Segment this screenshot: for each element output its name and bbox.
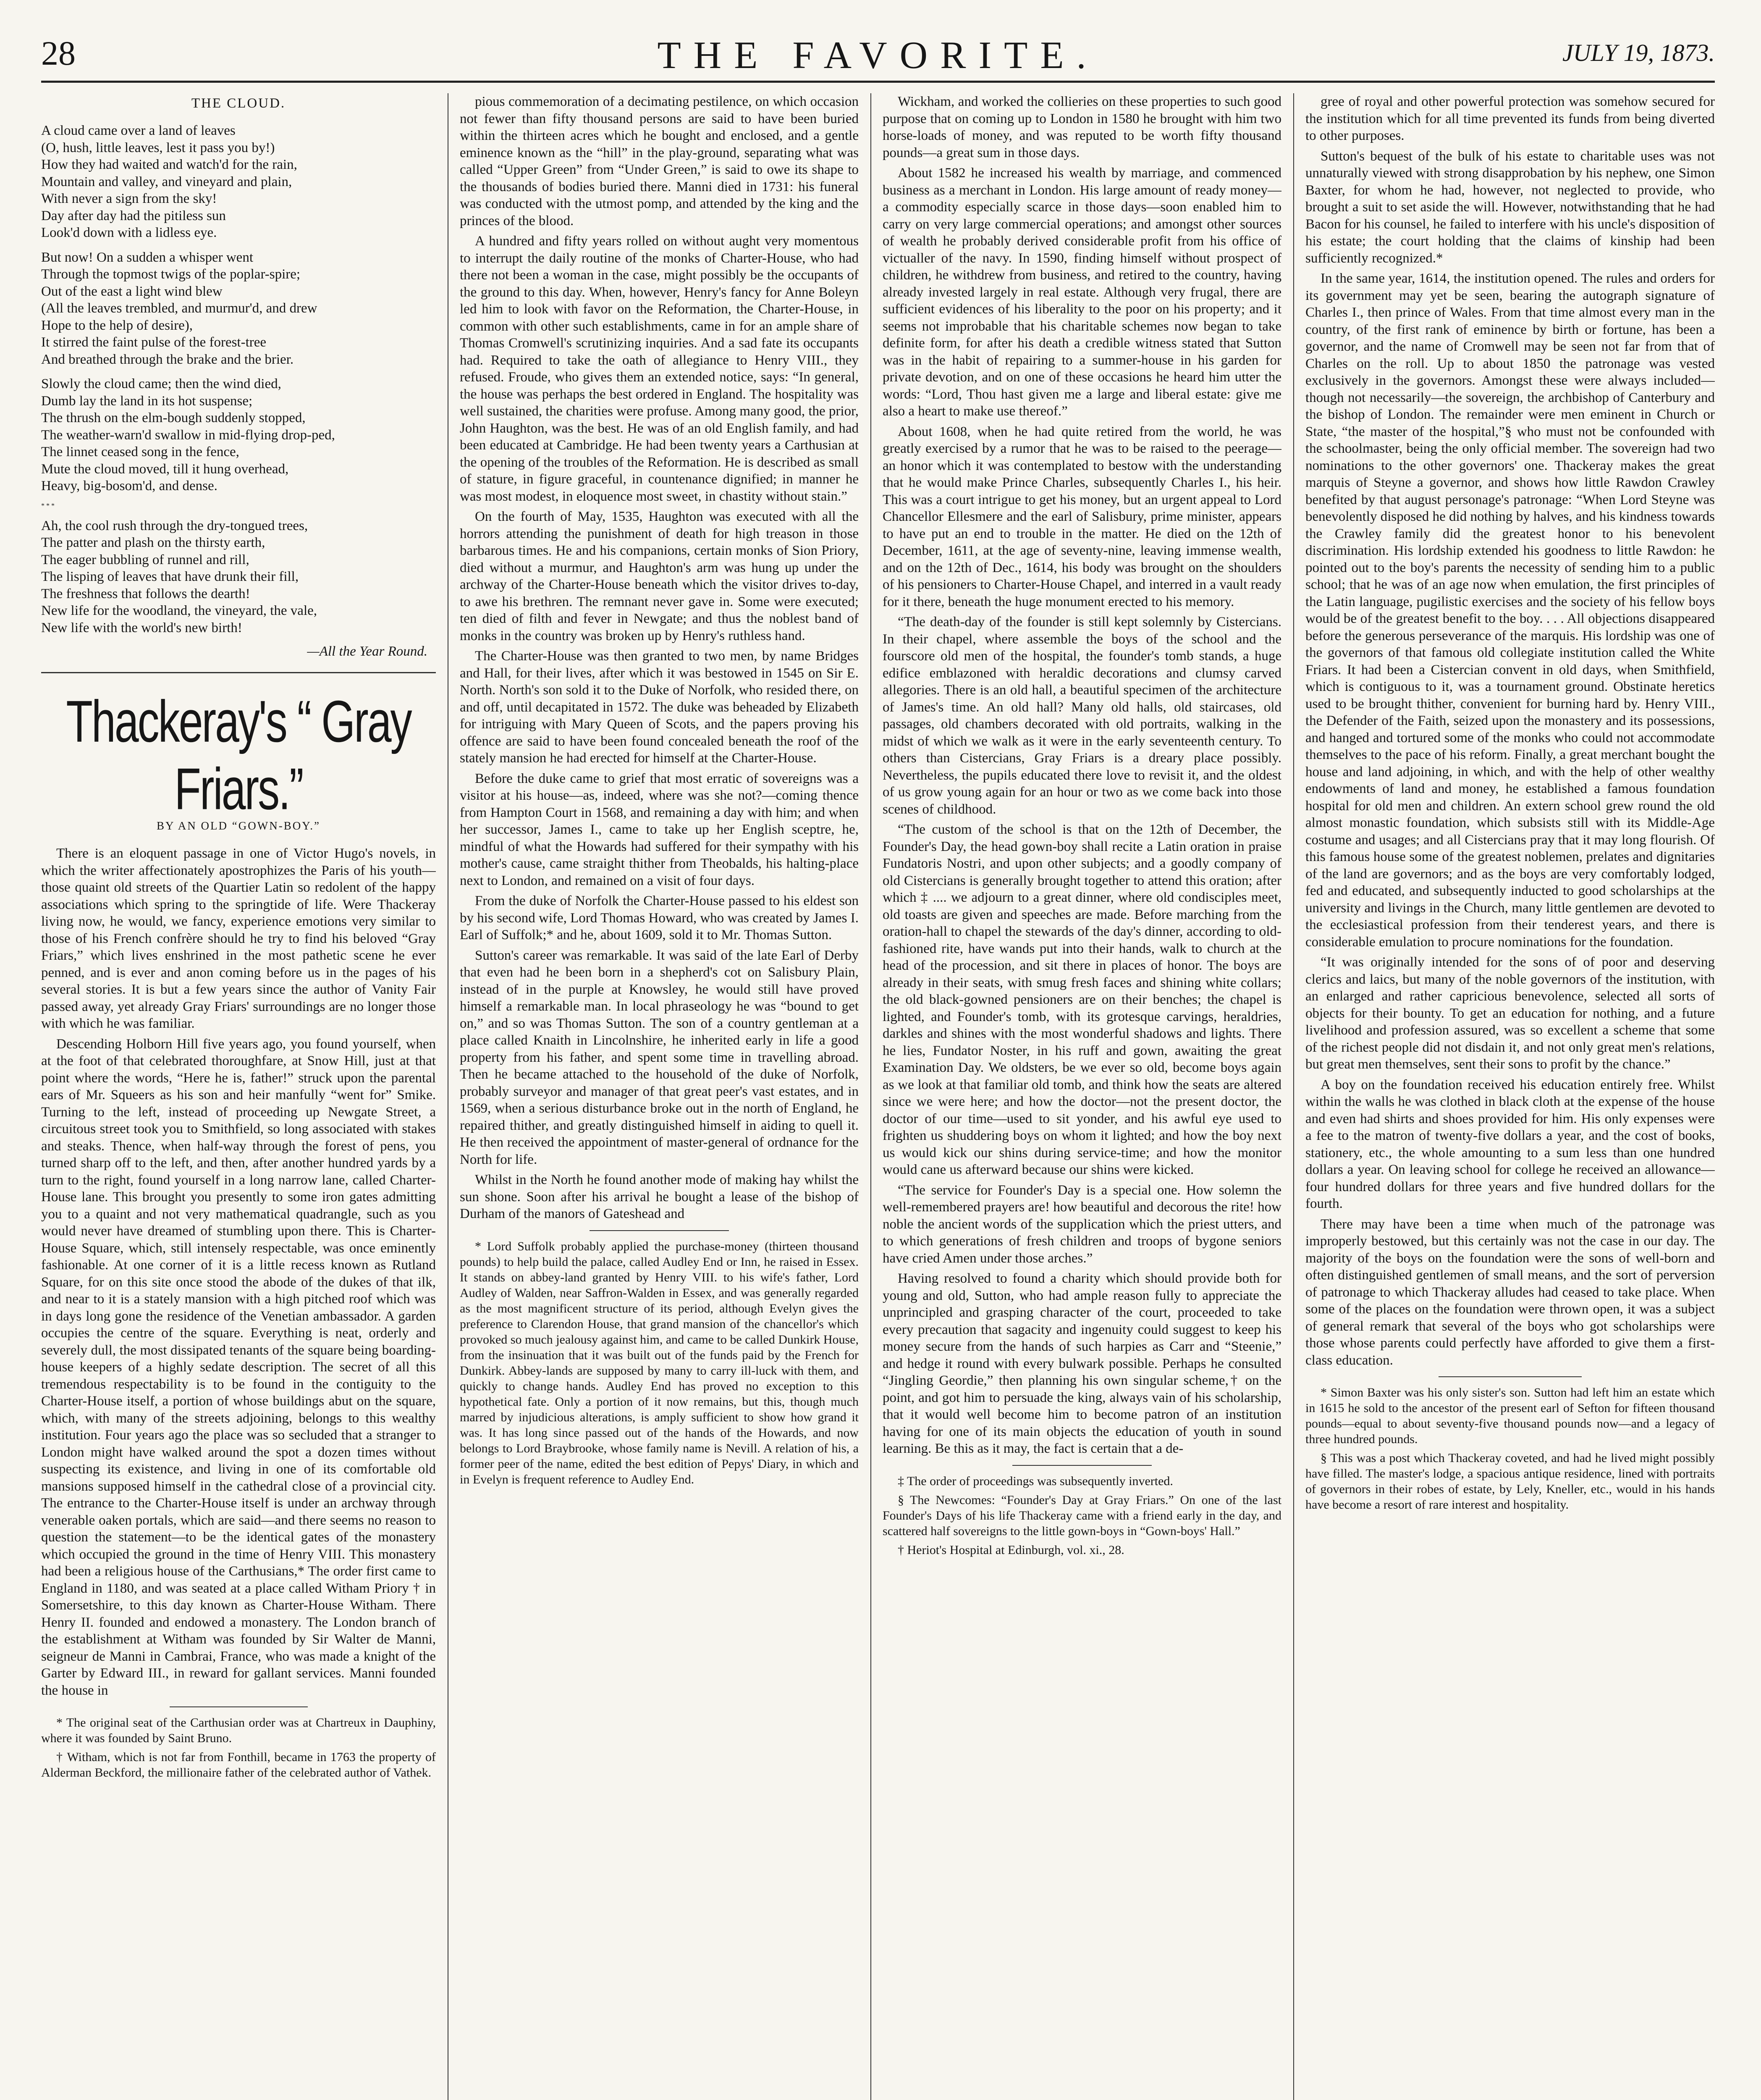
column-4 bbox=[1305, 93, 1715, 2100]
poem-line: (All the leaves trembled, and murmur'd, and drew bbox=[41, 301, 317, 316]
paragraph: On the fourth of May, 1535, Haughton was executed with all the horrors attending the punishment of death for high treason in those barbarous times. He and his companions, certain monks of Sion Priory, died without a murmur, and Haughton's arm was hung up under the archway of the Charter-House beneath which the visitor drives to-day, to awe his brethren. The remnant never gave in. Some were executed; ten died of filth and fever in Newgate; and thus the noblest band of monks in the country was broken up by Henry's ruthless hand. bbox=[460, 509, 859, 643]
paragraph: “The custom of the school is that on the 12th of December, the Founder's Day, the head gown-boy shall recite a Latin oration in praise Fundatoris Nostri, and upon other subjects; and a goodly company of old Cistercians is generally brought together to attend this oration; after which ‡ .... we adjourn to a great dinner, where old condisciples meet, old toasts are given and speeches are made. Before marching from the oration-hall to chapel the stewards of the day's dinner, according to old-fashioned rite, have wands put into their hands, walk to church at the head of the procession, and sit there in places of honor. The boys are already in their seats, with smug fresh faces and shining white collars; the old black-gowned pensioners are on their benches; the chapel is lighted, and Founder's tomb, with its grotesque carvings, heraldries, darkles and shines with the most wonderful shadows and lights. There he lies, Fundator Noster, in his ruff and gown, awaiting the great Examination Day. We oldsters, be we ever so old, become boys again as we look at that familiar old tomb, and think how the seats are altered since we were here; and how the doctor—not the present doctor, the doctor of our time—used to sit yonder, and his awful eye used to frighten us shuddering boys on whom it lighted; and how the boy next us would kick our shins during service-time; and how the monitor would cane us afterward because our shins were kicked. bbox=[883, 822, 1281, 1177]
column-3-footnotes bbox=[883, 1473, 1281, 1558]
paragraph: Descending Holborn Hill five years ago, you found yourself, when at the foot of that celebrated thoroughfare, at Snow Hill, just at that point where the words, “Here he is, father!” struck upon the parental ears of Mr. Squeers as his son and heir manfully “went for” Smike. Turning to the left, instead of proceeding up Newgate Street, a circuitous street took you to Smithfield, so long associated with stakes and steaks. Thence, when half-way through the forest of pens, you turned sharp off to the left, and then, after another hundred yards by a turn to the right, found yourself in a long narrow lane, called Charter-House lane. This brought you presently to some iron gates admitting you to a quaint and not very mathematical quadrangle, such as you would never have dreamed of stumbling upon there. This is Charter-House Square, which, still intensely respectable, was once eminently fashionable. At one corner of it is a little recess known as Rutland Square, for on this site once stood the abode of the dukes of that ilk, and near to it is a stately mansion with a high pitched roof which was in days long gone the residence of the Venetian ambassador. A garden occupies the centre of the square. Everything is neat, orderly and severely dull, the most dissipated tenants of the square being boarding-house keepers of a highly sedate description. The secret of all this tremendous respectability is to be found in the contiguity to the Charter-House itself, a portion of whose buildings abut on the square, which, with many of the streets adjoining, belongs to this wealthy institution. Four years ago the place was so secluded that a stranger to London might have walked around the spot a dozen times without suspecting its existence, and living in one of its comfortable old mansions supposed himself in the cathedral close of a provincial city. The entrance to the Charter-House itself is under an archway through venerable oaken portals, which are said—and there seems no reason to question the statement—to be the identical gates of the monastery which occupied the ground in the time of Henry VIII. This monastery had been a religious house of the Carthusians,* The order first came to England in 1180, and was seated at a place called Witham Priory † in Somersetshire, to this day known as Charter-House Witham. There Henry II. founded and endowed a monastery. The London branch of the establishment at Witham was founded by Sir Walter de Manni, seigneur de Manni in Cambrai, France, who was made a knight of the Garter by Edward III., in reward for gallant services. Manni founded the house in bbox=[41, 1036, 436, 1698]
paragraph: Wickham, and worked the collieries on these properties to such good purpose that on coming up to London in 1580 he brought with him two horse-loads of money, and was reputed to be worth fifty thousand pounds—a great sum in those days. bbox=[883, 94, 1281, 160]
footnote: * Simon Baxter was his only sister's son. Sutton had left him an estate which in 1615 he sold to the ancestor of the present earl of Sefton for fifteen thousand pounds—equal to about seventy-five thousand pounds now—and a legacy of three hundred pounds. bbox=[1305, 1386, 1715, 1446]
poem-line: Out of the east a light wind blew bbox=[41, 284, 223, 299]
poem-source: —All the Year Round. bbox=[307, 644, 427, 659]
poem-line: (O, hush, little leaves, lest it pass you by!) bbox=[41, 140, 275, 155]
column-4-body bbox=[1305, 93, 1715, 1369]
paragraph: gree of royal and other powerful protection was somehow secured for the institution which for all time prevented its funds from being diverted to other purposes. bbox=[1305, 94, 1715, 143]
paragraph: A hundred and fifty years rolled on without aught very momentous to interrupt the daily routine of the monks of Charter-House, who had there not been a woman in the case, might possibly be the occupants of the ground to this day. When, however, Henry's fancy for Anne Boleyn led him to look with favor on the Reformation, the Charter-House, in common with other such establishments, came in for an ample share of Thomas Cromwell's scrutinizing inquiries. And a sad fate its occupants had. Required to take the oath of allegiance to Henry VIII., they refused. Froude, who gives them an extended notice, says: “In general, the house was perhaps the best ordered in England. The hospitality was well sustained, the charities were profuse. Among many good, the prior, John Haughton, was the best. He was of an old English family, and had been educated at Cambridge. He had been twenty years a Carthusian at the opening of the troubles of the Reformation. He is described as small of stature, in figure graceful, in countenance dignified; in manner he was most modest, in eloquence most sweet, in chastity without stain.” bbox=[460, 234, 859, 504]
poem-title: THE CLOUD. bbox=[191, 96, 286, 111]
poem-line: Through the topmost twigs of the poplar-spire; bbox=[41, 267, 301, 282]
poem-line: The thrush on the elm-bough suddenly stopped, bbox=[41, 410, 306, 425]
poem-line: Slowly the cloud came; then the wind died, bbox=[41, 376, 281, 391]
poem-line: The linnet ceased song in the fence, bbox=[41, 444, 239, 459]
paragraph: About 1608, when he had quite retired from the world, he was greatly exercised by a rumor that he was to be raised to the peerage—an honor which it was contemplated to bestow with the understanding that he would make Prince Charles, subsequently Charles I., his heir. This was a court intrigue to get his money, but an urgent appeal to Lord Chancellor Ellesmere and the earl of Salisbury, prime minister, appears to have put an end to trouble in the matter. He died on the 12th of December, 1611, at the age of seventy-nine, leaving immense wealth, and on the 12th of Dec., 1614, his body was brought on the shoulders of his pensioners to Charter-House Chapel, and interred in a vault ready for it there, beneath the huge monument erected to his memory. bbox=[883, 424, 1281, 609]
footnote: † Heriot's Hospital at Edinburgh, vol. xi., 28. bbox=[898, 1543, 1124, 1557]
paragraph: There may have been a time when much of the patronage was improperly bestowed, but this certainly was not the case in our day. The majority of the boys on the foundation were the sons of well-born and often distinguished gentlemen of small means, and the sort of perversion of patronage to which Thackeray alludes had ceased to take place. When some of the places on the foundation were thrown open, it was a subject of general remark that several of the boys who got scholarships were those whose parents could perfectly have afforded to give them a first-class education. bbox=[1305, 1216, 1715, 1368]
paragraph: The Charter-House was then granted to two men, by name Bridges and Hall, for their lives, after which it was bestowed in 1545 on Sir E. North. North's son sold it to the Duke of Norfolk, who resided there, on and off, until decapitated in 1572. The duke was beheaded by Elizabeth for intriguing with Mary Queen of Scots, and the papers proving his offence are said to have been found concealed beneath the roof of the stately mansion he had erected for himself at the Charter-House. bbox=[460, 648, 859, 766]
poem-line: With never a sign from the sky! bbox=[41, 191, 217, 206]
column-1-body bbox=[41, 845, 436, 1699]
footnote: § This was a post which Thackeray coveted, and had he lived might possibly have filled. The master's lodge, a spacious antique residence, lined with portraits of governors in their robes of estate, by Lely, Kneller, etc., would in his hands have become a resort of rare interest and hospitality. bbox=[1305, 1451, 1715, 1512]
paragraph: About 1582 he increased his wealth by marriage, and commenced business as a merchant in London. His large amount of ready money—a commodity especially scarce in those days—soon enabled him to carry on very large commercial operations; and amongst other sources of wealth he probably derived considerable profit from his office of victualler of the navy. In 1590, finding himself without prospect of children, he withdrew from business, and retired to the country, having already invested largely in real estate. Although very frugal, there are sufficient evidences of his liberality to the poor on his property; and it seems not improbable that his charitable schemes now began to take definite form, for after his death a credible witness stated that Sutton was in the habit of repairing to a summer-house in his garden for private devotion, and on one of these occasions he heard him utter the words: “Lord, Thou hast given me a large and liberal estate: give me also a heart to make use thereof.” bbox=[883, 165, 1281, 419]
column-2 bbox=[460, 93, 859, 2100]
column-3-body bbox=[883, 93, 1281, 1457]
header-rule bbox=[41, 81, 1715, 83]
poem-line: New life for the woodland, the vineyard, the vale, bbox=[41, 603, 317, 618]
footnote: ‡ The order of proceedings was subsequently inverted. bbox=[898, 1474, 1173, 1488]
poem-line: Look'd down with a lidless eye. bbox=[41, 225, 217, 240]
footnote: § The Newcomes: “Founder's Day at Gray Friars.” On one of the last Founder's Days of his life Thackeray came with a friend early in the day, and scattered half sovereigns to the little gown-boys in “Gown-boys' Hall.” bbox=[883, 1493, 1281, 1538]
poem-stars: * * * bbox=[41, 502, 55, 509]
poem-line: The freshness that follows the dearth! bbox=[41, 586, 250, 601]
poem-line: Ah, the cool rush through the dry-tongued trees, bbox=[41, 518, 308, 533]
column-3 bbox=[883, 93, 1281, 2100]
section-rule bbox=[41, 672, 436, 673]
column-2-body bbox=[460, 93, 859, 1223]
poem-line: How they had waited and watch'd for the rain, bbox=[41, 157, 297, 172]
masthead: THE FAVORITE. bbox=[657, 34, 1099, 76]
column-1 bbox=[41, 93, 436, 2100]
page-number: 28 bbox=[41, 34, 76, 72]
poem-line: Hope to the help of desire), bbox=[41, 318, 193, 333]
poem-line: Mute the cloud moved, till it hung overhead, bbox=[41, 461, 289, 477]
column-divider bbox=[1293, 93, 1294, 2100]
poem-line: The weather-warn'd swallow in mid-flying drop-ped, bbox=[41, 427, 335, 443]
paragraph: Sutton's bequest of the bulk of his estate to charitable uses was not unnaturally viewed with strong disapprobation by his nephew, one Simon Baxter, for whom he had, however, not neglected to provide, who brought a suit to set aside the will. However, notwithstanding that he had Bacon for his counsel, he failed to interfere with his uncle's disposition of his estate; the court holding that the claims of kinship had been sufficiently recognized.* bbox=[1305, 148, 1715, 266]
paragraph: Before the duke came to grief that most erratic of sovereigns was a visitor at his house—as, indeed, where was she not?—coming thence from Hampton Court in 1568, and remaining a day with him; and when her successor, James I., came to take up her English sceptre, he, mindful of what the Howards had suffered for their sympathy with his mother's cause, came straight thither from Theobalds, his halting-place next to London, and remained on a visit of four days. bbox=[460, 771, 859, 888]
article-byline: BY AN OLD “GOWN-BOY.” bbox=[157, 819, 320, 832]
footnote-rule bbox=[170, 1706, 308, 1707]
poem-line: But now! On a sudden a whisper went bbox=[41, 249, 253, 265]
footnote-rule bbox=[590, 1230, 729, 1231]
poem-stanza bbox=[41, 375, 436, 495]
poem-line: The patter and plash on the thirsty earth, bbox=[41, 535, 265, 550]
poem-last-stanza bbox=[41, 517, 436, 637]
paragraph: Having resolved to found a charity which should provide both for young and old, Sutton, who had ample reason fully to appreciate the unprincipled and grasping character of the court, proceeded to take every precaution that sagacity and ingenuity could suggest to keep his money secure from the hands of such harpies as Carr and “Steenie,” and hedge it round with every bulwark possible. Perhaps he consulted “Jingling Geordie,” then planning his own singular scheme,† on the point, and got him to persuade the king, always vain of his scholarship, that it would well become him to become patron of an institution having for one of its main objects the education of youth in sound learning. Be this as it may, the fact is certain that a de- bbox=[883, 1271, 1281, 1456]
poem-line: And breathed through the brake and the brier. bbox=[41, 352, 294, 367]
paragraph: In the same year, 1614, the institution opened. The rules and orders for its government may yet be seen, bearing the autograph signature of Charles I., then prince of Wales. From that time almost every man in the country, of the first rank of eminence by birth or fortune, has been a governor, and the name of Cromwell may be seen not far from that of Charles on the roll. Up to about 1850 the patronage was vested exclusively in the governors. Amongst these were always included—though not necessarily—the sovereign, the archbishop of Canterbury and the bishop of London. The remainder were men eminent in Church or State, “the master of the hospital,”§ who must not be confounded with the schoolmaster, being the only official member. The sovereign had two nominations to the other governors' one. Thackeray makes the great marquis of Steyne a governor, and shows how little Rawdon Crawley benefited by that august personage's patronage: “When Lord Steyne was benevolently disposed he did nothing by halves, and his kindness towards the Crawley family did the greatest honor to his benevolent discrimination. His lordship extended his goodness to little Rawdon: he pointed out to the boy's parents the necessity of sending him to a public school; that he was of an age now when emulation, the first principles of the Latin language, pugilistic exercises and the society of his fellow boys would be of the greatest benefit to the boy. . . . All objections disappeared before the generous perseverance of the marquis. His lordship was one of the governors of that famous old collegiate institution called the White Friars. It had been a Cistercian convent in old days, when Smithfield, which is contiguous to it, was a tournament ground. Obstinate heretics used to be brought thither, convenient for burning hard by. Henry VIII., the Defender of the Faith, seized upon the monastery and its possessions, and hanged and tortured some of the monks who could not accommodate themselves to the pace of his reform. Finally, a great merchant bought the house and land adjoining, in which, and with the help of other wealthy endowments of land and money, he established a famous foundation hospital for old men and children. An extern school grew round the old almost monastic foundation, which subsists still with its Middle-Age costume and usages; and all Cistercians pray that it may long flourish. Of this famous house some of the greatest noblemen, prelates and dignitaries of the land are governors; and as the boys are very comfortably lodged, fed and educated, and subsequently inducted to good scholarships at the university and livings in the Church, many little gentlemen are devoted to the ecclesiastical profession from their tenderest years, and there is considerable emulation to procure nominations for the foundation. bbox=[1305, 271, 1715, 950]
paragraph: pious commemoration of a decimating pestilence, on which occasion not fewer than fifty thousand persons are said to have been buried within the thirteen acres which he bought and enclosed, and a gentle eminence known as the “hill” in the play-ground, separating what was called “Upper Green” from “Under Green,” is said to owe its shape to the thousands of bodies buried there. Manni died in 1731: his funeral was conducted with the utmost pomp, and attended by the king and the princes of the blood. bbox=[460, 94, 859, 228]
poem-body bbox=[41, 122, 436, 495]
article-title: Thackeray's “ Gray Friars.” bbox=[66, 689, 411, 822]
poem-line: It stirred the faint pulse of the forest-tree bbox=[41, 335, 267, 350]
poem-line: Day after day had the pitiless sun bbox=[41, 208, 226, 223]
paragraph: There is an eloquent passage in one of Victor Hugo's novels, in which the writer affectionately apostrophizes the Paris of his youth—those quaint old streets of the Quartier Latin so redolent of the happy associations which spring to the springtide of life. Were Thackeray living now, he would, we fancy, experience emotions very similar to those of his French confrère should he try to find his beloved “Gray Friars,” which lives enshrined in the most pathetic scene he ever penned, and is ever and anon coming before us in the pages of his several stories. It is but a few years since the author of Vanity Fair passed away, yet already Gray Friars' surroundings are no longer those with which he was familiar. bbox=[41, 846, 436, 1031]
column-divider bbox=[870, 93, 871, 2100]
paragraph: Sutton's career was remarkable. It was said of the late Earl of Derby that even had he been born in a shepherd's cot on Salisbury Plain, instead of in the purple at Knowsley, he would still have proved himself a remarkable man. In local phraseology he was “bound to get on,” and so was Thomas Sutton. The son of a country gentleman at a place called Knaith in Lincolnshire, he inherited early in life a good property from his father, and spent some time in travelling abroad. Then he became attached to the household of the duke of Norfolk, probably surveyor and manager of that great peer's vast estates, and in 1569, when a serious disturbance broke out in the north of England, he repaired thither, and greatly distinguished himself in aiding to quell it. He then received the appointment of master-general of ordnance for the North for life. bbox=[460, 948, 859, 1167]
column-4-footnotes bbox=[1305, 1385, 1715, 1512]
column-2-footnotes bbox=[460, 1239, 859, 1487]
poem-line: Mountain and valley, and vineyard and plain, bbox=[41, 174, 292, 189]
footnote-rule bbox=[1439, 1376, 1582, 1377]
footnote: * The original seat of the Carthusian order was at Chartreux in Dauphiny, where it was founded by Saint Bruno. bbox=[41, 1716, 436, 1745]
issue-date: JULY 19, 1873. bbox=[1562, 39, 1715, 66]
poem-stanza bbox=[41, 249, 436, 368]
footnote-rule bbox=[1012, 1465, 1152, 1466]
column-1-footnotes bbox=[41, 1715, 436, 1780]
poem-line: Heavy, big-bosom'd, and dense. bbox=[41, 478, 218, 494]
footnote: * Lord Suffolk probably applied the purchase-money (thirteen thousand pounds) to help build the palace, called Audley End or Inn, he raised in Essex. It stands on abbey-land granted by Henry VIII. to his wife's father, Lord Audley of Walden, near Saffron-Walden in Essex, and was generally regarded as the most magnificent structure of its period, although Evelyn gives the preference to Clarendon House, that grand mansion of the chancellor's which provoked so much jealousy against him, and came to be called Dunkirk House, from the insinuation that it was built out of the funds paid by the French for Dunkirk. Abbey-lands are supposed by many to carry ill-luck with them, and quickly to change hands. Audley End has proved no exception to this hypothetical fate. Only a portion of it now remains, but this, though much marred by injudicious alterations, is amply sufficient to show how grand it was. It has long since passed out of the hands of the Howards, and now belongs to Lord Braybrooke, whose family name is Nevill. A relation of his, a former peer of the name, edited the best edition of Pepys' Diary, in which and in Evelyn is frequent reference to Audley End. bbox=[460, 1239, 859, 1486]
paragraph: “The death-day of the founder is still kept solemnly by Cistercians. In their chapel, where assemble the boys of the school and the fourscore old men of the hospital, the founder's tomb stands, a huge edifice emblazoned with heraldic decorations and clumsy carved allegories. There is an old hall, a beautiful specimen of the architecture of James's time. An old hall? Many old halls, old staircases, old passages, old chambers decorated with old portraits, walking in the midst of which we walk as it were in the early seventeenth century. To others than Cistercians, Gray Friars is a dreary place possibly. Nevertheless, the pupils educated there love to revisit it, and the oldest of us grow young again for an hour or two as we come back into those scenes of childhood. bbox=[883, 614, 1281, 817]
poem-stanza bbox=[41, 122, 436, 242]
poem-line: The lisping of leaves that have drunk their fill, bbox=[41, 569, 299, 584]
poem-line: A cloud came over a land of leaves bbox=[41, 123, 236, 138]
poem-line: New life with the world's new birth! bbox=[41, 620, 242, 635]
paragraph: A boy on the foundation received his education entirely free. Whilst within the walls he was clothed in black cloth at the expense of the house and even had shirts and shoes provided for him. His only expenses were a fee to the matron of twenty-five dollars a year, and the cost of books, stationery, etc., the whole amounting to a sum less than one hundred dollars a year. On leaving school for college he received an allowance—four hundred dollars for three years and five hundred dollars for the fourth. bbox=[1305, 1077, 1715, 1211]
paragraph: “It was originally intended for the sons of of poor and deserving clerics and laics, but many of the noble governors of the institution, with an enlarged and rather capricious benevolence, selected all sorts of objects for their bounty. To get an education for nothing, and a future livelihood and profession assured, was so excellent a scheme that some of the richest people did not disdain it, and not only great men's relations, but great men themselves, sent their sons to profit by the chance.” bbox=[1305, 955, 1715, 1072]
paragraph: From the duke of Norfolk the Charter-House passed to his eldest son by his second wife, Lord Thomas Howard, who was created by James I. Earl of Suffolk;* and he, about 1609, sold it to Mr. Thomas Sutton. bbox=[460, 893, 859, 942]
paragraph: Whilst in the North he found another mode of making hay whilst the sun shone. Soon after his arrival he bought a lease of the bishop of Durham of the manors of Gateshead and bbox=[460, 1172, 859, 1221]
paragraph: “The service for Founder's Day is a special one. How solemn the well-remembered prayers are! how beautiful and decorous the rite! how noble the ancient words of the supplication which the priest utters, and to which generations of fresh children and troops of bygone seniors have cried Amen under those arches.” bbox=[883, 1182, 1281, 1266]
poem-line: The eager bubbling of runnel and rill, bbox=[41, 552, 249, 567]
poem-stanza bbox=[41, 517, 436, 637]
poem-line: Dumb lay the land in its hot suspense; bbox=[41, 393, 253, 409]
page-header bbox=[41, 33, 1715, 83]
footnote: † Witham, which is not far from Fonthill, became in 1763 the property of Alderman Beckford, the millionaire father of the celebrated author of Vathek. bbox=[41, 1750, 436, 1780]
